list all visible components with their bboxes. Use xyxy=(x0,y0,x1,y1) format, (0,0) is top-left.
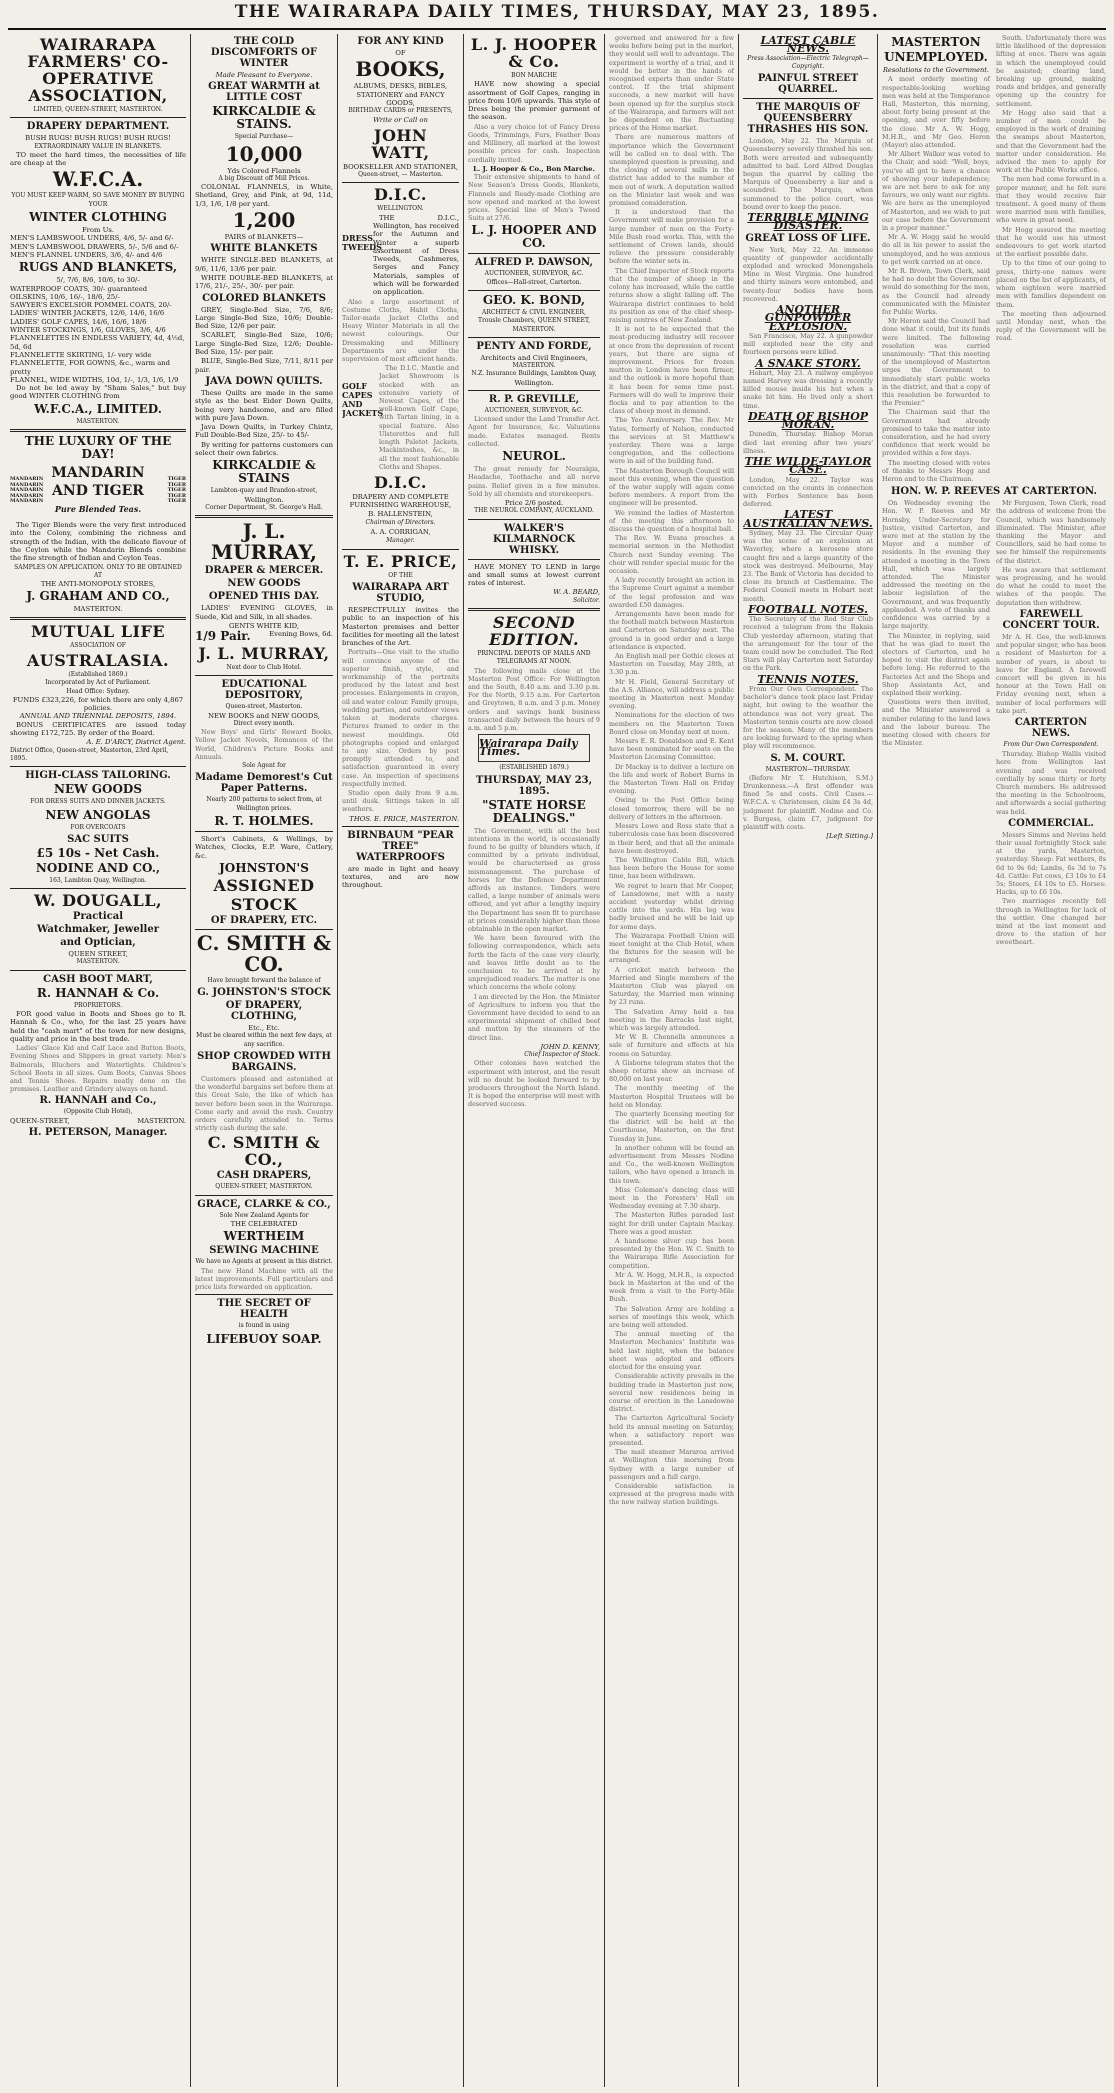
snake-story: A SNAKE STORY. xyxy=(755,356,861,370)
of-drapery: OF DRAPERY, ETC. xyxy=(210,914,318,926)
beard: W. A. BEARD, xyxy=(553,588,600,597)
of-drapery-clothing: OF DRAPERY, CLOTHING, xyxy=(225,1000,303,1023)
mutual-life: MUTUAL LIFE xyxy=(30,621,166,641)
dress-tweeds: DRESS TWEEDS THE D.I.C., Wellington, has received for the Autumn and Winter a superb assortment of Dress Tweeds, Cashmeres, Serges and Fancy Materials, samples of which will be forwarded on application. xyxy=(342,213,459,297)
winter-clothing: WINTER CLOTHING xyxy=(29,210,167,225)
shorts: Short's Cabinets, & Wellings, by Watches, Clocks, E.P. Ware, Cutlery, &c. xyxy=(195,834,333,860)
john-watt: JOHN WATT, xyxy=(371,125,430,162)
solicitor: Solicitor. xyxy=(573,596,600,604)
kenny: JOHN D. KENNY, xyxy=(540,1042,600,1051)
direct: Direct every month. xyxy=(233,719,295,727)
mandarin-side: MANDARIN MANDARIN MANDARIN MANDARIN MANDARIN xyxy=(10,476,44,505)
great-loss-of-life: GREAT LOSS OF LIFE. xyxy=(745,232,871,244)
colored-flannels: Yds Colored Flannels xyxy=(227,166,301,175)
books: BOOKS, xyxy=(355,57,446,82)
from-us: From Us. xyxy=(81,226,115,235)
chief-inspector: Chief Inspector of Stock. xyxy=(524,1051,600,1059)
established: (ESTABLISHED 1879.) xyxy=(499,764,569,772)
unemployed-head: UNEMPLOYED. xyxy=(884,50,988,64)
nodine: NODINE AND CO., xyxy=(35,860,161,875)
dic-2: D.I.C. xyxy=(374,472,427,492)
watchmaker: Watchmaker, Jeweller xyxy=(37,924,159,936)
wellington: Wellington. xyxy=(244,495,284,504)
java-prices: Java Down Quilts, in Turkey Chintz, Full Double-Bed Size, 25/- to 45/- xyxy=(195,423,333,440)
smith-text: Have brought forward the balance of xyxy=(207,976,321,984)
of-the: OF THE xyxy=(388,571,413,579)
white-blankets: WHITE BLANKETS xyxy=(210,243,318,255)
blue-blankets: BLUE, Single-Bed Size, 7/11, 8/11 per pair. xyxy=(195,357,333,374)
masthead xyxy=(8,2,1106,30)
birthday: BIRTHDAY CARDS or PRESENTS, xyxy=(348,107,453,115)
annual-deposits: ANNUAL AND TRIENNIAL DEPOSITS, 1894. xyxy=(19,712,177,721)
pleasant: Made Pleasant to Everyone. xyxy=(215,71,313,79)
ladies-capes-line: LADIES' GOLF CAPES, 14/6, 16/6, 18/6 xyxy=(10,317,147,326)
left-sitting: [Left Sitting.] xyxy=(826,832,873,841)
dic: D.I.C. xyxy=(374,185,427,205)
chairman: Chairman of Directors. xyxy=(365,518,436,526)
hannah: R. HANNAH & Co. xyxy=(36,985,160,1000)
anti-monopoly: THE ANTI-MONOPOLY STORES, xyxy=(40,580,156,589)
marquis-queensberry: THE MARQUIS OF QUEENSBERRY THRASHES HIS SON. xyxy=(747,102,869,136)
money-to-lend: HAVE MONEY TO LEND in large and small sums at lowest current rates of interest. xyxy=(468,562,600,588)
evening-gloves: LADIES' EVENING GLOVES, in Suede, Kid and Silk, in all shades. xyxy=(195,604,333,621)
architect: ARCHITECT & CIVIL ENGINEER, xyxy=(482,308,586,316)
boot-text: FOR good value in Boots and Shoes go to R. Hannah & Co., who, for the last 25 years have held the "cash mart" of the town for new designs, quality and price in the best trade. xyxy=(10,1010,186,1043)
johnston: JOHNSTON'S xyxy=(219,860,309,875)
golf-capes: GOLF CAPES AND JACKETS The D.I.C. Mantle and Jacket Showroom is stocked with an extensive variety of Newest Capes, of the well-known Golf Cape, with Tartan lining, in a special feature. Also Ulsterettes and full length Paletot Jackets, Mackintoshes, &c., in all the most fashionable Cloths and Shapes. xyxy=(342,364,459,471)
column-1: WAIRARAPA FARMERS' CO-OPERATIVE ASSOCIATION, LIMITED, QUEEN-STREET, MASTERTON. DRAPERY DEPARTMENT. BUSH RUGS! BUSH RUGS! BUSH RUGS! EXTRAORDINARY VALUE IN BLANKETS. TO meet the hard times, the necessities of life are cheap at the W.F.C.A. YOU MUST KEEP WARM, SO SAVE MONEY BY BUYING YOUR WINTER CLOTHING From Us. MEN'S LAMBSWOOL UNDERS, 4/6, 5/- and 6/- MEN'S LAMBSWOOL DRAWERS, 5/-, 5/6 and 6/- MEN'S FLANNEL UNDERS, 3/6, 4/- and 4/6 RUGS AND BLANKETS, 5/, 7/6, 8/6, 10/6, to 30/- WATERPROOF COATS, 30/- guaranteed OILSKINS, 10/6, 16/-, 18/6, 25/- SAWYER'S EXCELSIOR POMMEL COATS, 20/- LADIES' WINTER JACKETS, 12/6, 14/6, 16/6 LADIES' GOLF CAPES, 14/6, 16/6, 18/6 WINTER STOCKINGS, 1/6, GLOVES, 3/6, 4/6 FLANNELETTES IN ENDLESS VARIETY, 4d, 4½d, 5d, 6d FLANNELETTE SKIRTING, 1/- very wide FLANNELETTE, FOR GOWNS, &c., warm and pretty FLANNEL, WIDE WIDTHS, 10d, 1/-, 1/3, 1/6, 1/9 Do not be led away by "Sham Sales," but buy good WINTER CLOTHING from W.F.C.A., LIMITED. MASTERTON. THE LUXURY OF THE DAY! MANDARIN MANDARIN MANDARIN MANDARIN MANDARIN MANDARIN AND TIGER Pure Blended Teas. TIGER TIGER TIGER TIGER TIGER The Tiger Blends were the very first introduced into the Colony, combining the richness and strength of the Indian, with the delicate flavour of the Ceylon while the Mandarin Blends combine the fine strength of Indian and Ceylon Teas. SAMPLES ON APPLICATION. ONLY TO BE OBTAINED AT THE ANTI-MONOPOLY STORES, J. GRAHAM AND CO., MASTERTON. MUTUAL LIFE ASSOCIATION OF AUSTRALASIA. (Established 1869.) Incorporated by Act of Parliament. Head Office: Sydney. FUNDS £323,226, for which there are only 4,867 policies. ANNUAL AND TRIENNIAL DEPOSITS, 1894. BONUS CERTIFICATES are issued today showing £172,725. By order of the Board. A. E. D'ARCY, District Agent. District Office, Queen-street, Masterton, 23rd April, 1895. HIGH-CLASS TAILORING. NEW GOODS FOR DRESS SUITS AND DINNER JACKETS. NEW ANGOLAS FOR OVERCOATS SAC SUITS £5 10s - Net Cash. NODINE AND CO., 163, Lambton Quay, Wellington. W. DOUGALL, Practical Watchmaker, Jeweller and Optician, QUEEN STREET, MASTERTON. CASH BOOT MART, R. HANNAH & Co. PROPRIETORS. FOR good value in Boots and Shoes go to R. Hannah & Co., who, for the last 25 years have held the "cash mart" of the town for new designs, quality and price in the best trade. Ladies' Glace Kid and Calf Lace and Button Boots, Evening Shoes and Slippers in great variety. Men's Balmorals, Bluchers and Watertights. Children's School Boots in all sizes. Gum Boots, Canvas Shoes and Tennis Shoes. Repairs neatly done on the premises. Leather and Grindery always on hand. R. HANNAH and Co., (Opposite Club Hotel), QUEEN-STREET, MASTERTON. H. PETERSON, Manager. xyxy=(10,35,186,1139)
lifebuoy: LIFEBUOY SOAP. xyxy=(206,1331,322,1346)
dic-manager: Manager. xyxy=(386,537,415,545)
colonial-flannels: COLONIAL FLANNELS, in White, Shetland, Grey, and Pink, at 9d, 11d, 1/3, 1/6, 1/8 per yard. xyxy=(195,183,333,208)
tea-description: The Tiger Blends were the very first introduced into the Colony, combining the richness and strength of the Indian, with the delicate flavour of the Ceylon while the Mandarin Blends combine the fine strength of Indian and Ceylon Teas. xyxy=(10,521,186,563)
new-angolas: NEW ANGOLAS xyxy=(45,807,151,822)
state-horse: "STATE HORSE DEALINGS." xyxy=(482,797,586,825)
birnbaum: BIRNBAUM "PEAR TREE" WATERPROOFS xyxy=(347,829,454,863)
rugs-heading: RUGS AND BLANKETS, xyxy=(18,260,178,275)
rugs-prices: 5/, 7/6, 8/6, 10/6, to 30/- xyxy=(56,276,140,285)
neurol: NEUROL. xyxy=(502,449,566,464)
australasia: AUSTRALASIA. xyxy=(26,650,170,670)
opposite-club: (Opposite Club Hotel), xyxy=(63,1108,133,1116)
coop-intro: TO meet the hard times, the necessities of life are cheap at the xyxy=(10,150,186,168)
art-studio: WAIRARAPA ART STUDIO, xyxy=(352,581,449,604)
hooper: L. J. HOOPER & Co. xyxy=(470,35,598,71)
unemployed-block: MASTERTON UNEMPLOYED. Resolutions to the Government. A most orderly meeting of respectable-looking working men was held at the Temperance Hall, Masterton, this morning, about forty being present at the opening, and over fifty before the close. Mr A. W. Hogg, M.H.R., and Mr Geo. Heron (Mayor) also attended. Mr Albert Walker was voted to the Chair, and said: "Well, boys, you've all got to have a chance of showing your independence; we are not here to ask for any favours, we only want our rights. We are here as the unemployed of Masterton, and we wish to put our case before the Government in a proper manner." Mr A. W. Hogg said he would do all in his power to assist the unemployed, and he was anxious to get work carried on at once. Mr R. Brown, Town Clerk, said he had no doubt the Government would do something for the men, as the Council had already communicated with the Minister for Public Works. Mr Heron said the Council had done what it could, but its funds were limited. The following resolution was carried unanimously: "That this meeting of the unemployed of Masterton urges the Government to immediately start public works in the district, and that a copy of this resolution be forwarded to the Premier." The Chairman said that the Government had already promised to take the matter into consideration, and he had every confidence that work would be provided within a few days. The meeting closed with votes of thanks to Messrs Hogg and Heron and to the Chairman. xyxy=(882,35,990,484)
penty-forde: PENTY AND FORDE, xyxy=(476,340,592,352)
big-discount: A big Discount off Mill Prices. xyxy=(218,174,310,182)
masthead-title: THE WAIRARAPA DAILY TIMES, THURSDAY, MAY 23, 1895. xyxy=(234,2,880,22)
sm-court: S. M. COURT. xyxy=(770,752,846,764)
hooper-text: HAVE now showing a special assortment of Golf Capes, ranging in price from 10/6 upwards. This style of Dress being the premier garment of the season. xyxy=(468,80,600,122)
column-rule xyxy=(738,34,739,2087)
practical: Practical xyxy=(72,911,124,923)
flannelette-line: FLANNELETTES IN ENDLESS VARIETY, 4d, 4½d, 5d, 6d xyxy=(10,334,185,351)
latest-cable-news: LATEST CABLE NEWS. xyxy=(760,34,856,56)
grace-clarke: GRACE, CLARKE & CO., xyxy=(197,1198,331,1210)
educational: EDUCATIONAL DEPOSITORY, xyxy=(221,679,307,702)
kirkcaldie-2: KIRKCALDIE & STAINS xyxy=(212,458,316,486)
terrible-mining-disaster: TERRIBLE MINING DISASTER. xyxy=(747,211,869,233)
smith-location: QUEEN-STREET, MASTERTON. xyxy=(215,1183,313,1191)
cash-boot-mart: CASH BOOT MART, xyxy=(43,973,153,985)
twelve-hundred: 1,200 xyxy=(232,208,296,233)
hannah-address: QUEEN-STREET, MASTERTON. xyxy=(10,1116,186,1125)
dawson: ALFRED P. DAWSON, xyxy=(475,257,593,269)
sham-sales: Do not be led away by "Sham Sales," but buy good WINTER CLOTHING from xyxy=(10,384,186,401)
new-goods: NEW GOODS xyxy=(54,782,142,797)
must-be-cleared: Must be cleared within the next few days, at any sacrifice. xyxy=(196,1032,332,1048)
press-association: Press Association—Electric Telegraph—Copyright. xyxy=(747,54,869,70)
blankets-value: EXTRAORDINARY VALUE IN BLANKETS. xyxy=(34,142,162,150)
principal-depots: PRINCIPAL DEPOTS OF MAILS AND TELEGRAMS AT NOON. xyxy=(477,649,591,666)
watt-location: Queen-street, — Masterton. xyxy=(358,171,443,179)
another-gunpowder: ANOTHER GUNPOWDER EXPLOSION. xyxy=(764,303,852,333)
price-text: RESPECTFULLY invites the public to an inspection of his Masterton premises and better facilities for meeting all the latest branches of the Art. xyxy=(342,605,459,648)
column-6: LATEST CABLE NEWS. Press Association—Electric Telegraph—Copyright. PAINFUL STREET QUARREL. THE MARQUIS OF QUEENSBERRY THRASHES HIS SON. London, May 22. The Marquis of Queensberry severely thrashed his son. Both were arrested and subsequently admitted to bail. Lord Alfred Douglas began the quarrel by calling the Marquis of Queensberry a liar and a scoundrel. The Marquis, when summoned to the police court, was bound over to keep the peace. TERRIBLE MINING DISASTER. GREAT LOSS OF LIFE. New York, May 22. An immense quantity of gunpowder accidentally exploded and wrecked Monongahela Mine in West Virginia. One hundred and thirty miners were entombed, and twenty-four bodies have been recovered. ANOTHER GUNPOWDER EXPLOSION. San Francisco, May 22. A gunpowder mill exploded near the city and fourteen persons were killed. A SNAKE STORY. Hobart, May 23. A railway employee named Harvey was dressing a recently killed mouse inside his hut when a snake bit him. He lived only a short time. DEATH OF BISHOP MORAN. Dunedin, Thursday. Bishop Moran died last evening after two years' illness. THE WILDE-TAYLOR CASE. London, May 22. Taylor was convicted on the counts in connection with Forbes Sentence has been deferred. LATEST AUSTRALIAN NEWS. Sydney, May 23. The Circular Quay was the scene of an explosion at Waverley, where a kerosene store caught fire and a large quantity of the stock was destroyed. Melbourne, May 23. The Bank of Victoria has decided to close its branch at Castlemaine. The Federal Council meets in Hobart next month. FOOTBALL NOTES. The Secretary of the Red Star Club received a telegram from the Rakaia Club yesterday afternoon, stating that the arrangement for the tour of the team could now be concluded. The Red Stars will play Carterton next Saturday on the Park. TENNIS NOTES. From Our Own Correspondent. The bachelor's dance took place last Friday night, but owing to the weather the attendance was not very great. The Masterton tennis courts are now closed for the season. Many of the members are looking forward to the spring when play will recommence. S. M. COURT. MASTERTON—THURSDAY. (Before Mr T. Hutchison, S.M.) Drunkenness.—A first offender was fined 5s and costs. Civil Cases.—W.F.C.A. v. Christensen, claim £4 3s 4d, judgment for plaintiff. Nodine and Co. v. Burgess, claim £7, judgment for plaintiff with costs. [Left Sitting.] xyxy=(743,34,873,841)
column-rule xyxy=(877,34,878,2087)
hannah-bottom: R. HANNAH and Co., xyxy=(39,1095,157,1107)
painful-street-quarrel: PAINFUL STREET QUARREL. xyxy=(757,73,859,96)
price-row: 1/9 Pair. Evening Bows, 6d. xyxy=(195,629,333,644)
white-double: WHITE DOUBLE-BED BLANKETS, at 17/6, 21/-, 25/-, 30/- per pair. xyxy=(195,273,333,291)
column-rule xyxy=(604,34,605,2087)
masterton-thursday: MASTERTON—THURSDAY. xyxy=(765,765,851,773)
corner-dept: Corner Department, St. George's Hall. xyxy=(205,503,323,511)
masterton-head: MASTERTON xyxy=(891,35,981,49)
stock: STOCK xyxy=(230,894,298,914)
johnston-stock: G. JOHNSTON'S STOCK xyxy=(197,987,331,999)
shop-crowded: SHOP CROWDED WITH BARGAINS. xyxy=(197,1051,331,1074)
column-3: FOR ANY KIND OF BOOKS, ALBUMS, DESKS, BIBLES, STATIONERY and FANCY GOODS, BIRTHDAY CARDS or PRESENTS, Write or Call on JOHN WATT, BOOKSELLER AND STATIONER, Queen-street, — Masterton. D.I.C. WELLINGTON. DRESS TWEEDS THE D.I.C., Wellington, has received for the Autumn and Winter a superb assortment of Dress Tweeds, Cashmeres, Serges and Fancy Materials, samples of which will be forwarded on application. Also a large assortment of Costume Cloths, Habit Cloths, Tailor-made Jacket Cloths and Heavy Winter Materials in all the newest colourings. Our Dressmaking and Millinery Departments are under the supervision of most efficient hands. GOLF CAPES AND JACKETS The D.I.C. Mantle and Jacket Showroom is stocked with an extensive variety of Newest Capes, of the well-known Golf Cape, with Tartan lining, in a special feature. Also Ulsterettes and full length Paletot Jackets, Mackintoshes, &c., in all the most fashionable Cloths and Shapes. D.I.C. DRAPERY AND COMPLETE FURNISHING WAREHOUSE, B. HALLENSTEIN, Chairman of Directors. A. A. CORRIGAN, Manager. T. E. PRICE, OF THE WAIRARAPA ART STUDIO, RESPECTFULLY invites the public to an inspection of his Masterton premises and better facilities for meeting all the latest branches of the Art. Portraits—One visit to the studio will convince anyone of the superior finish, style, and workmanship of the portraits produced by the latest and best processes. Enlargements in crayon, oil and water colour. Family groups, wedding parties, and outdoor views taken at moderate charges. Pictures framed to order in the newest mouldings. Old photographs copied and enlarged to any size. Orders by post promptly attended to, and satisfaction guaranteed in every case. An inspection of specimens respectfully invited. Studio open daily from 9 a.m. until dusk. Sittings taken in all weathers. THOS. E. PRICE, MASTERTON. BIRNBAUM "PEAR TREE" WATERPROOFS are made in light and heavy textures, and are now throughout. xyxy=(342,36,459,890)
death-bishop-moran: DEATH OF BISHOP MORAN. xyxy=(747,409,869,432)
bond: GEO. K. BOND, xyxy=(482,292,586,307)
architects: Architects and Civil Engineers, xyxy=(480,353,588,362)
of: OF xyxy=(395,49,406,57)
mandarin-block xyxy=(10,464,186,518)
t-e-price: T. E. PRICE, xyxy=(343,551,458,571)
football-notes: FOOTBALL NOTES. xyxy=(748,602,868,616)
incorporated: Incorporated by Act of Parliament. xyxy=(45,679,151,687)
drapery-heading: DRAPERY DEPARTMENT. xyxy=(26,121,170,133)
opened-today: OPENED THIS DAY. xyxy=(208,591,320,603)
association-of: ASSOCIATION OF xyxy=(70,641,126,649)
head-office: Head Office: Sydney. xyxy=(66,687,130,695)
latest-australian: LATEST AUSTRALIAN NEWS. xyxy=(743,508,873,530)
times-logo: Wairarapa Daily Times. xyxy=(478,734,590,762)
save-money: YOU MUST KEEP WARM, SO SAVE MONEY BY BUYING YOUR xyxy=(11,192,185,208)
pure-teas: Pure Blended Teas. xyxy=(54,504,142,515)
java-text: These Quilts are made in the same style as the best Eider Down Quilts, being very handsome, and are filled with pure Java Down. xyxy=(195,388,333,422)
samples: SAMPLES ON APPLICATION. ONLY TO BE OBTAINED AT xyxy=(14,563,182,579)
colored-blankets: COLORED BLANKETS xyxy=(202,292,326,304)
carterton-news: CARTERTON NEWS. xyxy=(1014,716,1088,739)
tiger-side: TIGER TIGER TIGER TIGER TIGER xyxy=(167,476,186,505)
pairs-blankets: PAIRS of BLANKETS— xyxy=(224,233,304,242)
no-agents: We have no Agents at present in this district. xyxy=(195,1258,333,1266)
graham-location: MASTERTON. xyxy=(73,605,123,614)
greville-title: AUCTIONEER, SURVEYOR, &C. xyxy=(484,406,584,414)
penty-location: MASTERTON. xyxy=(512,362,556,370)
column-rule xyxy=(463,34,464,2087)
price-line: MEN'S LAMBSWOOL UNDERS, 4/6, 5/- and 6/- xyxy=(10,234,174,243)
sac-suits: SAC SUITS xyxy=(67,833,129,845)
waterproof-line: WATERPROOF COATS, 30/- guaranteed xyxy=(10,284,148,293)
cash-drapers: CASH DRAPERS, xyxy=(216,1170,312,1182)
hallenstein: B. HALLENSTEIN, xyxy=(368,509,433,518)
corrigan: A. A. CORRIGAN, xyxy=(370,528,431,537)
funds: FUNDS £323,226, for which there are only 4,867 policies. xyxy=(12,695,184,713)
penty-wellington: Wellington. xyxy=(514,378,554,387)
oilskins-line: OILSKINS, 10/6, 16/-, 18/6, 25/- xyxy=(10,292,120,301)
column-rule xyxy=(190,34,191,2087)
any-kind: FOR ANY KIND xyxy=(357,36,444,47)
column-rule xyxy=(337,34,338,2087)
c-smith: C. SMITH & CO. xyxy=(196,930,332,976)
wilde-taylor: THE WILDE-TAYLOR CASE. xyxy=(744,455,872,477)
murray: J. L. MURRAY, xyxy=(210,519,317,565)
neurol-company: THE NEUROL COMPANY, AUCKLAND. xyxy=(474,507,594,515)
kilmarnock: WALKER'S KILMARNOCK WHISKY. xyxy=(492,522,576,556)
etc: Etc., Etc. xyxy=(248,1024,280,1033)
dougall-location: MASTERTON. xyxy=(76,958,120,966)
hooper-3: L. J. HOOPER AND CO. xyxy=(471,223,597,251)
graham: J. GRAHAM AND CO., xyxy=(26,589,170,604)
kirkcaldie-address: Lambton-quay and Brandon-street, xyxy=(210,487,318,495)
wfca-logo: W.F.C.A. xyxy=(52,167,144,192)
resolutions: Resolutions to the Government. xyxy=(882,66,990,74)
tiger-title: AND TIGER xyxy=(52,483,144,500)
insurance-buildings: N.Z. Insurance Buildings, Lambton Quay, xyxy=(471,370,597,378)
great-warmth: GREAT WARMTH at LITTLE COST xyxy=(208,81,320,104)
auctioneer: AUCTIONEER, SURVEYOR, &C. xyxy=(484,270,584,278)
dress-suits: FOR DRESS SUITS AND DINNER JACKETS. xyxy=(30,798,166,806)
nodine-location: 163, Lambton Quay, Wellington. xyxy=(49,876,147,884)
south-block: South. Unfortunately there was little likelihood of the depression lifting at once. There was again in which the unemployed could be assisted; clearing land, breaking up ground, making roads and bridges, and generally opening up the country for settlement. Mr Hogg also said that a number of men could be employed in the work of draining the swamps about Masterton, and that the Government had the matter under consideration. He advised the men to apply for work at the Public Works office. The men had come forward in a proper manner, and he felt sure that they would receive fair treatment. A good many of them were married men with families, who were in great need. Mr Hogg assured the meeting that he would use his utmost endeavours to get work started at the earliest possible date. Up to the time of our going to press, thirty-one names were placed on the list of applicants, of whom eighteen were married men with families dependent on them. The meeting then adjourned until Monday next, when the reply of the Government will be read. xyxy=(996,34,1106,343)
sole-agent: Sole Agent for xyxy=(242,762,286,770)
sawyer-line: SAWYER'S EXCELSIOR POMMEL COATS, 20/- xyxy=(10,301,172,310)
bon-marche: BON MARCHE xyxy=(511,72,557,79)
ten-thousand: 10,000 xyxy=(225,141,303,166)
dic-wellington: WELLINGTON. xyxy=(377,205,424,213)
educational-loc: Queen-street, Masterton. xyxy=(225,703,303,711)
district-office: District Office, Queen-street, Masterton, 23rd April, 1895. xyxy=(10,746,169,762)
gents-kid: GENTS WHITE KID, xyxy=(228,621,300,630)
hooper-2: L. J. Hooper & Co., Bon Marche. xyxy=(473,164,595,173)
albums: ALBUMS, DESKS, BIBLES, xyxy=(353,82,448,91)
overcoats: FOR OVERCOATS xyxy=(70,823,126,831)
gloves-line: WINTER STOCKINGS, 1/6, GLOVES, 3/6, 4/6 xyxy=(10,326,166,335)
neurol-price: Price 2/6 posted. xyxy=(504,498,564,507)
dawson-offices: Offices—Hall-street, Carterton. xyxy=(486,278,582,286)
luxury-heading: THE LUXURY OF THE DAY! xyxy=(24,434,172,462)
cold-discomforts: THE COLD DISCOMFORTS OF WINTER xyxy=(210,36,318,69)
write-or-call: Write or Call on xyxy=(373,116,428,125)
peterson-manager: H. PETERSON, Manager. xyxy=(28,1127,168,1139)
queen-street: QUEEN STREET, xyxy=(68,950,128,959)
mandarin-title: MANDARIN xyxy=(51,465,145,482)
sac-price: £5 10s - Net Cash. xyxy=(36,845,160,860)
murray-2: J. L. MURRAY, xyxy=(198,644,330,664)
stationery: STATIONERY and FANCY GOODS, xyxy=(356,90,445,107)
dougall: W. DOUGALL, xyxy=(33,891,163,911)
column-2: THE COLD DISCOMFORTS OF WINTER Made Pleasant to Everyone. GREAT WARMTH at LITTLE COST KIRKCALDIE & STAINS. Special Purchase— 10,000 Yds Colored Flannels A big Discount off Mill Prices. COLONIAL FLANNELS, in White, Shetland, Grey, and Pink, at 9d, 11d, 1/3, 1/6, 1/8 per yard. 1,200 PAIRS of BLANKETS— WHITE BLANKETS WHITE SINGLE-BED BLANKETS, at 9/6, 11/6, 13/6 per pair. WHITE DOUBLE-BED BLANKETS, at 17/6, 21/-, 25/-, 30/- per pair. COLORED BLANKETS GREY, Single-Bed Size, 7/6, 8/6; Large Single-Bed Size, 10/6; Double-Bed Size, 12/6 per pair. SCARLET, Single-Bed Size, 10/6; Large Single-Bed Size, 12/6; Double-Bed Size, 15/- per pair. BLUE, Single-Bed Size, 7/11, 8/11 per pair. JAVA DOWN QUILTS. These Quilts are made in the same style as the best Eider Down Quilts, being very handsome, and are filled with pure Java Down. Java Down Quilts, in Turkey Chintz, Full Double-Bed Size, 25/- to 45/- By writing for patterns customers can select their own fabrics. KIRKCALDIE & STAINS Lambton-quay and Brandon-street, Wellington. Corner Department, St. George's Hall. J. L. MURRAY, DRAPER & MERCER. NEW GOODS OPENED THIS DAY. LADIES' EVENING GLOVES, in Suede, Kid and Silk, in all shades. GENTS WHITE KID, 1/9 Pair. Evening Bows, 6d. J. L. MURRAY, Next door to Club Hotel. EDUCATIONAL DEPOSITORY, Queen-street, Masterton. NEW BOOKS and NEW GOODS, Direct every month. New Boys' and Girls' Reward Books, Yellow Jacket Novels, Romances of the World, Children's Picture Books and Annuals. Sole Agent for Madame Demorest's Cut Paper Patterns. Nearly 200 patterns to select from, at Wellington prices. R. T. HOLMES. Short's Cabinets, & Wellings, by Watches, Clocks, E.P. Ware, Cutlery, &c. JOHNSTON'S ASSIGNED STOCK OF DRAPERY, ETC. C. SMITH & CO. Have brought forward the balance of G. JOHNSTON'S STOCK OF DRAPERY, CLOTHING, Etc., Etc. Must be cleared within the next few days, at any sacrifice. SHOP CROWDED WITH BARGAINS. Customers pleased and astonished at the wonderful bargains set before them at this Great Sale, the like of which has never before been seen in the Wairarapa. Come early and avoid the rush. Country orders carefully attended to. Terms strictly cash during the sale. C. SMITH & CO., CASH DRAPERS, QUEEN-STREET, MASTERTON. GRACE, CLARKE & CO., Sole New Zealand Agents for THE CELEBRATED WERTHEIM SEWING MACHINE We have no Agents at present in this district. The new Hand Machine with all the latest improvements. Full particulars and price lists forwarded on application. THE SECRET OF HEALTH is found in using LIFEBUOY SOAP. xyxy=(195,36,333,1346)
drapery-complete: DRAPERY AND COMPLETE FURNISHING WAREHOUSE, xyxy=(349,492,452,510)
coop-title: WAIRARAPA FARMERS' CO-OPERATIVE ASSOCIATION, xyxy=(27,35,169,105)
tailoring: HIGH-CLASS TAILORING. xyxy=(25,770,171,782)
wfca-location: MASTERTON. xyxy=(76,417,120,425)
found-using: is found in using xyxy=(238,1322,290,1330)
bond-location: Trousle Chambers, QUEEN STREET, MASTERTON. xyxy=(478,317,590,333)
java-quilts: JAVA DOWN QUILTS. xyxy=(205,375,323,387)
column-5: governed and answered for a few weeks before being put in the market, they would sell well to advantage. The experiment is worthy of a trial, and it would be better in the hands of recognised experts than under State control. If the trial shipment succeeds, a new market will have been opened up for the surplus stock of the Wairarapa, and farmers will not be dependent on the fluctuating prices of the Home market. There are numerous matters of importance which the Government will be called on to deal with. The unemployed question is pressing, and the closing of several mills in the district has added to the number of men out of work. A deputation waited on the Minister last week and was promised consideration. It is understood that the Government will make provision for a large number of men on the Forty-Mile Bush road works. This, with the settlement of Crown lands, should relieve the pressure considerably before the winter sets in. The Chief Inspector of Stock reports that the number of sheep in the colony has increased, while the cattle returns show a slight falling off. The Wairarapa district continues to hold its position as one of the chief sheep-raising centres of New Zealand. It is not to be expected that the meat-producing industry will recover at once from the depression of recent years, but there are signs of improvement. Prices for frozen mutton in London have been firmer, and the outlook is more hopeful than it has been for some time past. Farmers will do well to improve their flocks and to pay attention to the class of sheep most in demand. The Yeo Anniversary. The Rev. Mr Yates, formerly of Nelson, conducted the services at St Matthew's yesterday. There was a large congregation, and the collections were in aid of the building fund. The Masterton Borough Council will meet this evening, when the question of the water supply will again come before members. A report from the engineer will be presented. We remind the ladies of Masterton of the meeting this afternoon to discuss the question of a hospital ball. The Rev. W. Evans preaches a memorial sermon in the Methodist Church next Sunday evening. The choir will render special music for the occasion. A lady recently brought an action in the Supreme Court against a member of the legal profession and was awarded £50 damages. Arrangements have been made for the football match between Masterton and Carterton on Saturday next. The ground is in good order and a large attendance is expected. An English mail per Gothic closes at Masterton on Tuesday, May 28th, at 3.30 p.m. Mr H. Field, General Secretary of the A.S. Alliance, will address a public meeting in Masterton next Monday evening. Nominations for the election of two members on the Masterton Town Board close on Monday next at noon. Messrs E. R. Donaldson and E. Kent have been nominated for seats on the Masterton Licensing Committee. Dr Mackay is to deliver a lecture on the life and work of Robert Burns in the Masterton Town Hall on Friday evening. Owing to the Post Office being closed tomorrow, there will be no delivery of letters in the afternoon. Messrs Lowe and Ross state that a tuberculosis case has been discovered in their herd, and that all the animals have been destroyed. The Wellington Cable Bill, which has been before the House for some time, has been withdrawn. We regret to learn that Mr Cooper, of Lansdowne, met with a nasty accident yesterday whilst driving cattle into the yards. His leg was badly bruised and he will be laid up for some days. The Wairarapa Football Union will meet tonight at the Club Hotel, when the fixtures for the season will be arranged. A cricket match between the Married and Single members of the Masterton Club was played on Saturday, the Married men winning by 23 runs. The Salvation Army held a tea meeting in the Barracks last night, which was largely attended. Mr W. B. Chennells announces a sale of furniture and effects at his rooms on Saturday. A Gisborne telegram states that the sheep returns show an increase of 80,000 on last year. The monthly meeting of the Masterton Hospital Trustees will be held on Monday. The quarterly licensing meeting for the district will be held at the Courthouse, Masterton, on the first Tuesday in June. In another column will be found an advertisement from Messrs Nodine and Co., the well-known Wellington tailors, who have opened a branch in this town. Miss Coleman's dancing class will meet in the Foresters' Hall on Wednesday evening at 7.30 sharp. The Masterton Rifles paraded last night for drill under Captain Mackay. There was a good muster. A handsome silver cup has been presented by the Hon. W. C. Smith to the Wairarapa Rifle Association for competition. Mr A. W. Hogg, M.H.R., is expected back in Masterton at the end of the week from a visit to the Forty-Mile Bush. The Salvation Army are holding a series of meetings this week, which are being well attended. The annual meeting of the Masterton Mechanics' Institute was held last night, when the balance sheet was adopted and officers elected for the ensuing year. Considerable activity prevails in the building trade in Masterton just now, several new residences being in course of erection in the Lansdowne district. The Carterton Agricultural Society held its annual meeting on Saturday, when a satisfactory report was presented. The mail steamer Mararoa arrived at Wellington this morning from Sydney with a large number of passengers and a full cargo. Considerable satisfaction is expressed at the progress made with the new railway station buildings. xyxy=(609,34,734,1507)
second-edition: SECOND EDITION. xyxy=(488,612,580,649)
scarlet-blankets: SCARLET, Single-Bed Size, 10/6; Large Single-Bed Size, 12/6; Double-Bed Size, 15/- per pair. xyxy=(195,331,333,357)
grey-blankets: GREY, Single-Bed Size, 7/6, 8/6; Large Single-Bed Size, 10/6; Double-Bed Size, 12/6 per pair. xyxy=(195,305,333,331)
flannel-line: FLANNEL, WIDE WIDTHS, 10d, 1/-, 1/3, 1/6, 1/9 xyxy=(10,375,179,384)
wertheim: WERTHEIM xyxy=(223,1229,305,1244)
next-door: Next door to Club Hotel. xyxy=(226,664,302,672)
commercial: COMMERCIAL. xyxy=(1008,817,1094,829)
sewing-machine: SEWING MACHINE xyxy=(209,1245,319,1257)
wfca-limited: W.F.C.A., LIMITED. xyxy=(34,401,162,416)
sole-agents: Sole New Zealand Agents for xyxy=(219,1211,309,1219)
price-line: MEN'S LAMBSWOOL DRAWERS, 5/-, 5/6 and 6/- xyxy=(10,242,179,251)
column-4: L. J. HOOPER & Co. BON MARCHE HAVE now showing a special assortment of Golf Capes, ranging in price from 10/6 upwards. This style of Dress being the premier garment of the season. Also a very choice lot of Fancy Dress Goods, Trimmings, Furs, Feather Boas and Millinery, all marked at the lowest possible prices for cash. Inspection cordially invited. L. J. Hooper & Co., Bon Marche. Their extensive shipments to hand of New Season's Dress Goods, Blankets, Flannels and Ready-made Clothing are now opened and marked at the lowest prices. Special line of Men's Tweed Suits at 27/6. L. J. HOOPER AND CO. ALFRED P. DAWSON, AUCTIONEER, SURVEYOR, &C. Offices—Hall-street, Carterton. GEO. K. BOND, ARCHITECT & CIVIL ENGINEER, Trousle Chambers, QUEEN STREET, MASTERTON. PENTY AND FORDE, Architects and Civil Engineers, MASTERTON. N.Z. Insurance Buildings, Lambton Quay, Wellington. R. P. GREVILLE, AUCTIONEER, SURVEYOR, &C. Licensed under the Land Transfer Act. Agent for Insurance, &c. Valuations made. Estates managed. Rents collected. NEUROL. The great remedy for Neuralgia, Headache, Toothache and all nerve pains. Relief given in a few minutes. Sold by all chemists and storekeepers. Price 2/6 posted. THE NEUROL COMPANY, AUCKLAND. WALKER'S KILMARNOCK WHISKY. HAVE MONEY TO LEND in large and small sums at lowest current rates of interest. W. A. BEARD, Solicitor. SECOND EDITION. PRINCIPAL DEPOTS OF MAILS AND TELEGRAMS AT NOON. The following mails close at the Masterton Post Office: For Wellington and the South, 8.40 a.m. and 3.30 p.m. For the North, 9.15 a.m. For Carterton and Greytown, 8 a.m. and 3 p.m. Money orders and savings bank business transacted daily between the hours of 9 a.m. and 5 p.m. Wairarapa Daily Times. (ESTABLISHED 1879.) THURSDAY, MAY 23, 1895. "STATE HORSE DEALINGS." The Government, with all the best intentions in the world, is occasionally found to be guilty of blunders which, if committed by a private individual, would be characterised as gross mismanagement. The purchase of horses for the Defence Department affords an instance. Tenders were called, a large number of animals were offered, and yet after a lengthy inquiry the Department has seen fit to purchase at prices considerably higher than those obtainable in the open market. We have been favoured with the following correspondence, which sets forth the facts of the case very clearly, and leaves little doubt as to the conclusion to be arrived at by unprejudiced readers. The matter is one which concerns the whole colony. I am directed by the Hon. the Minister of Agriculture to inform you that the Government have decided to send to an experimental shipment of chilled beef and mutton by the steamers of the direct line. JOHN D. KENNY, Chief Inspector of Stock. Other colonies have watched the experiment with interest, and the result will no doubt be looked forward to by producers throughout the North Island. It is hoped the enterprise will meet with deserved success. xyxy=(468,35,600,1109)
ladies-line: LADIES' WINTER JACKETS, 12/6, 14/6, 16/6 xyxy=(10,309,165,318)
nearly-200: Nearly 200 patterns to select from, at Wellington prices. xyxy=(206,796,322,812)
flannelette-line: FLANNELETTE SKIRTING, 1/- very wide xyxy=(10,350,152,359)
new-goods: NEW GOODS xyxy=(227,578,301,590)
established: (Established 1869.) xyxy=(68,670,128,678)
price-signature: THOS. E. PRICE, MASTERTON. xyxy=(349,814,459,823)
white-single: WHITE SINGLE-BED BLANKETS, at 9/6, 11/6, 13/6 per pair. xyxy=(195,256,333,273)
bookseller: BOOKSELLER AND STATIONER, xyxy=(342,162,459,171)
bonus: BONUS CERTIFICATES are issued today showing £172,725. By order of the Board. xyxy=(10,720,186,738)
own-correspondent: From Our Own Correspondent. xyxy=(1003,740,1099,748)
price-line: MEN'S FLANNEL UNDERS, 3/6, 4/- and 4/6 xyxy=(10,250,163,259)
proprietors: PROPRIETORS. xyxy=(73,1001,123,1009)
agent: A. E. D'ARCY, District Agent. xyxy=(86,738,186,747)
celebrated: THE CELEBRATED xyxy=(230,1220,298,1229)
flannelette-line: FLANNELETTE, FOR GOWNS, &c., warm and pretty xyxy=(10,359,171,376)
bush-rugs: BUSH RUGS! BUSH RUGS! BUSH RUGS! xyxy=(25,134,171,143)
special-purchase: Special Purchase— xyxy=(234,133,294,141)
assigned: ASSIGNED xyxy=(213,875,315,895)
reeves-carterton: HON. W. P. REEVES AT CARTERTON. xyxy=(890,486,1098,498)
draper-mercer: DRAPER & MERCER. xyxy=(204,565,324,577)
new-books: NEW BOOKS and NEW GOODS, xyxy=(208,711,320,720)
order-patterns: By writing for patterns customers can select their own fabrics. xyxy=(195,440,333,458)
coop-subtitle: LIMITED, QUEEN-STREET, MASTERTON. xyxy=(33,106,163,113)
kirkcaldie: KIRKCALDIE & STAINS. xyxy=(212,104,316,132)
c-smith-2: C. SMITH & CO., xyxy=(207,1133,321,1170)
column-7: MASTERTON UNEMPLOYED. Resolutions to the Government. A most orderly meeting of respectable-looking working men was held at the Temperance Hall, Masterton, this morning, about forty being present at the opening, and over fifty before the close. Mr A. W. Hogg, M.H.R., and Mr Geo. Heron (Mayor) also attended. Mr Albert Walker was voted to the Chair, and said: "Well, boys, you've all got to have a chance of showing your independence; we are not here to ask for any favours, we only want our rights. We are here as the unemployed of Masterton, and we wish to put our case before the Government in a proper manner." Mr A. W. Hogg said he would do all in his power to assist the unemployed, and he was anxious to get work carried on at once. Mr R. Brown, Town Clerk, said he had no doubt the Government would do something for the men, as the Council had already communicated with the Minister for Public Works. Mr Heron said the Council had done what it could, but its funds were limited. The following resolution was carried unanimously: "That this meeting of the unemployed of Masterton urges the Government to immediately start public works in the district, and that a copy of this resolution be forwarded to the Premier." The Chairman said that the Government had already promised to take the matter into consideration, and he had every confidence that work would be provided within a few days. The meeting closed with votes of thanks to Messrs Hogg and Heron and to the Chairman. South. Unfortunately there was little likelihood of the depression lifting at once. There was again in which the unemployed could be assisted; clearing land, breaking up ground, making roads and bridges, and generally opening up the country for settlement. Mr Hogg also said that a number of men could be employed in the work of draining the swamps about Masterton, and that the Government had the matter under consideration. He advised the men to apply for work at the Public Works office. The men had come forward in a proper manner, and he felt sure that they would receive fair treatment. A good many of them were married men with families, who were in great need. Mr Hogg assured the meeting that he would use his utmost endeavours to get work started at the earliest possible date. Up to the time of our going to press, thirty-one names were placed on the list of applicants, of whom eighteen were married men with families dependent on them. The meeting then adjourned until Monday next, when the reply of the Government will be read. HON. W. P. REEVES AT CARTERTON. On Wednesday evening the Hon. W. P. Reeves and Mr Hornsby, Under-Secretary for Justice, visited Carterton, and were met at the station by the Mayor and a number of residents. In the evening they attended a meeting in the Town Hall, which was largely attended. The Minister addressed the meeting on the labour legislation of the Government, and was frequently applauded. A vote of thanks and confidence was carried by a large majority. The Minister, in replying, said that he was glad to meet the electors of Carterton, and he hoped to visit the district again before long. He referred to the Factories Act and the Shops and Shop Assistants Act, and explained their working. Questions were then invited, and the Minister answered a number relating to the land laws and the labour bureau. The meeting closed with cheers for the Minister. Mr Ferguson, Town Clerk, read the address of welcome from the Council, which was handsomely illuminated. The Minister, after thanking the Mayor and Councillors, said he had come to see for himself the requirements of the district. He was aware that settlement was progressing, and he would do what he could to meet the wishes of the people. The deputation then withdrew. FAREWELL CONCERT TOUR. Mr A. H. Gee, the well-known and popular singer, who has been a resident of Masterton for a number of years, is about to leave for England. A farewell concert will be given in his honour at the Town Hall on Friday evening next, when a number of local performers will take part. CARTERTON NEWS. From Our Own Correspondent. Thursday. Bishop Wallis visited here from Wellington last evening and was received cordially by some thirty or forty Church members. He addressed the meeting in the Schoolroom, and afterwards a social gathering was held. COMMERCIAL. Messrs Simms and Nevins held their usual fortnightly Stock sale at the yards, Masterton, yesterday. Sheep: Fat wethers, 8s 6d to 9s 6d; Lambs, 6s 3d to 7s 4d. Cattle: Fat cows, £3 10s to £4 5s; Steers, £4 10s to £5. Horses: Hacks, up to £6 10s. Two marriages recently fell through in Wellington for lack of the settler. One changed her mind at the last moment and drove to the station of her sweetheart. xyxy=(882,34,1106,947)
madame-demorest: Madame Demorest's Cut Paper Patterns. xyxy=(195,772,333,795)
farewell-concert: FAREWELL CONCERT TOUR. xyxy=(1002,608,1100,631)
issue-date: THURSDAY, MAY 23, 1895. xyxy=(475,774,593,797)
optician: and Optician, xyxy=(60,937,136,949)
secret-health: THE SECRET OF HEALTH xyxy=(217,1298,311,1321)
holmes: R. T. HOLMES. xyxy=(214,813,314,828)
greville: R. P. GREVILLE, xyxy=(488,393,580,405)
birnbaum-text: are made in light and heavy textures, and are now throughout. xyxy=(342,864,459,890)
tennis-notes: TENNIS NOTES. xyxy=(757,672,859,686)
